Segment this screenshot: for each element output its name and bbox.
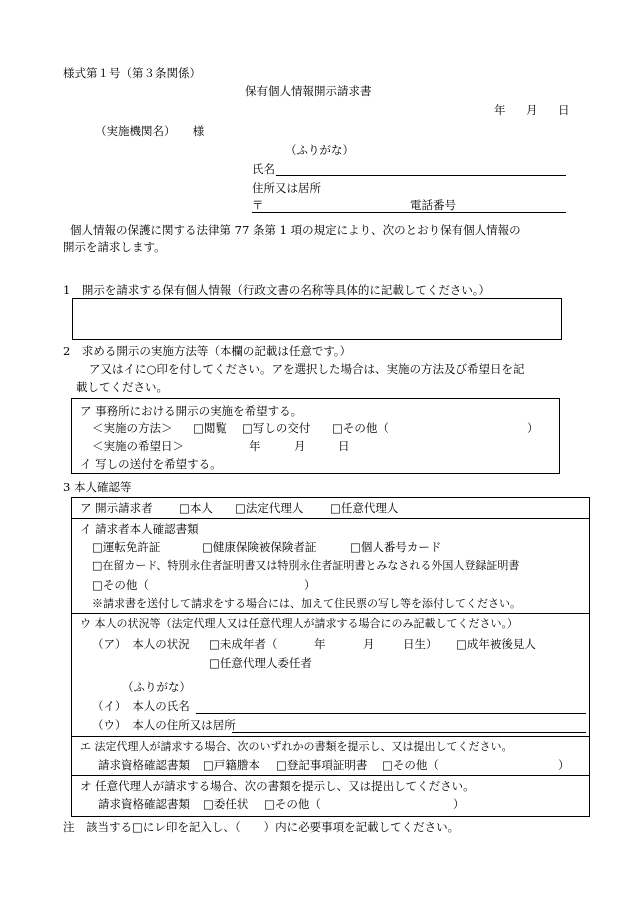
preferred-year-label: 年	[249, 439, 261, 453]
legal-other-close: ）	[558, 758, 570, 772]
identity-box	[71, 497, 590, 817]
section3-heading: 3 本人確認等	[63, 480, 132, 494]
method-box	[71, 398, 560, 474]
requester-proxy-checkbox[interactable]: □任意代理人	[330, 501, 399, 515]
preferred-day-label: 日	[338, 439, 350, 453]
doc-insurance-checkbox[interactable]: □健康保険被保険者証	[202, 540, 317, 554]
preferred-date-label: ＜実施の希望日＞	[92, 439, 184, 453]
divider	[72, 736, 589, 737]
intro-line-2: 開示を請求します。	[63, 240, 166, 254]
status-birth-day-label: 日生）	[403, 637, 438, 651]
option-a-office[interactable]: ア 事務所における開示の実施を希望する。	[80, 404, 303, 418]
applicant-address-field[interactable]	[252, 212, 566, 213]
doc-other-checkbox[interactable]: □その他（	[92, 578, 149, 592]
legal-registry-checkbox[interactable]: □登記事項証明書	[276, 758, 368, 772]
status-delegator-checkbox[interactable]: □任意代理人委任者	[209, 656, 312, 670]
id-docs-label: イ 請求者本人確認書類	[80, 522, 199, 536]
legal-rep-heading: エ 法定代理人が請求する場合、次のいずれかの書類を提示し、又は提出してください。	[80, 740, 513, 753]
person-address-field[interactable]	[232, 732, 586, 733]
applicant-address-label: 住所又は居所	[252, 181, 321, 195]
proxy-docs-label: 請求資格確認書類	[98, 797, 190, 811]
person-status-label: （ア） 本人の状況	[92, 637, 190, 651]
form-title: 保有個人情報開示請求書	[245, 84, 372, 98]
applicant-furigana: （ふりがな）	[285, 143, 354, 157]
intro-line-1: 個人情報の保護に関する法律第 77 条第 1 項の規定により、次のとおり保有個人情報の	[70, 223, 521, 237]
person-name-label: （イ） 本人の氏名	[92, 699, 190, 713]
preferred-month-label: 月	[294, 439, 306, 453]
status-minor-checkbox[interactable]: □未成年者（	[209, 637, 278, 651]
applicant-name-field[interactable]	[276, 175, 566, 176]
requester-self-checkbox[interactable]: □本人	[179, 501, 213, 515]
status-guardian-checkbox[interactable]: □成年被後見人	[456, 637, 536, 651]
divider	[72, 613, 589, 614]
footer-note: 注 該当する□にレ印を記入し、（ ）内に必要事項を記載してください。	[63, 820, 460, 834]
doc-license-checkbox[interactable]: □運転免許証	[92, 540, 161, 554]
applicant-name-label: 氏名	[252, 162, 275, 176]
section1-heading: 1 開示を請求する保有個人情報（行政文書の名称等具体的に記載してください。）	[63, 283, 491, 297]
proxy-other-close: ）	[453, 797, 465, 811]
phone-label: 電話番号	[410, 198, 456, 212]
person-furigana: （ふりがな）	[122, 680, 191, 694]
option-i-mail[interactable]: イ 写しの送付を希望する。	[80, 457, 222, 471]
legal-family-register-checkbox[interactable]: □戸籍謄本	[203, 758, 260, 772]
legal-docs-label: 請求資格確認書類	[98, 758, 190, 772]
method-view-checkbox[interactable]: □閲覧	[193, 421, 227, 435]
person-address-label: （ウ） 本人の住所又は居所	[92, 718, 236, 732]
divider	[72, 775, 589, 776]
date-month-label: 月	[526, 103, 538, 117]
requester-type-label: ア 開示請求者	[80, 501, 153, 515]
method-other-close: ）	[527, 421, 539, 435]
doc-mynumber-checkbox[interactable]: □個人番号カード	[350, 540, 442, 554]
method-label: ＜実施の方法＞	[92, 421, 173, 435]
method-copy-checkbox[interactable]: □写しの交付	[242, 421, 311, 435]
method-other-checkbox[interactable]: □その他（	[332, 421, 389, 435]
requester-legal-checkbox[interactable]: □法定代理人	[235, 501, 304, 515]
status-birth-year-label: 年	[314, 637, 326, 651]
person-status-heading: ウ 本人の状況等（法定代理人又は任意代理人が請求する場合にのみ記載してください。）	[80, 617, 518, 630]
proxy-power-of-attorney-checkbox[interactable]: □委任状	[203, 797, 249, 811]
person-name-field[interactable]	[196, 713, 586, 714]
date-day-label: 日	[558, 103, 570, 117]
form-id: 様式第１号（第３条関係）	[63, 66, 201, 80]
postal-mark: 〒	[252, 198, 264, 212]
requested-info-field[interactable]	[72, 298, 562, 340]
proxy-other-checkbox[interactable]: □その他（	[264, 797, 321, 811]
date-year-label: 年	[494, 103, 506, 117]
mail-note: ※請求書を送付して請求をする場合には、加えて住民票の写し等を添付してください。	[92, 597, 521, 610]
section2-note-2: 載してください。	[76, 380, 168, 394]
doc-other-close: ）	[304, 578, 316, 592]
doc-residence-checkbox[interactable]: □在留カード、特別永住者証明書又は特別永住者証明書とみなされる外国人登録証明書	[92, 559, 520, 572]
legal-other-checkbox[interactable]: □その他（	[382, 758, 439, 772]
section2-heading: 2 求める開示の実施方法等（本欄の記載は任意です。）	[63, 344, 352, 358]
divider	[72, 518, 589, 519]
status-birth-month-label: 月	[363, 637, 375, 651]
agency-addressee: （実施機関名） 様	[95, 124, 205, 138]
section2-note-1: ア又はイに○印を付してください。アを選択した場合は、実施の方法及び希望日を記	[89, 362, 525, 376]
proxy-heading: オ 任意代理人が請求する場合、次の書類を提示し、又は提出してください。	[80, 779, 475, 793]
